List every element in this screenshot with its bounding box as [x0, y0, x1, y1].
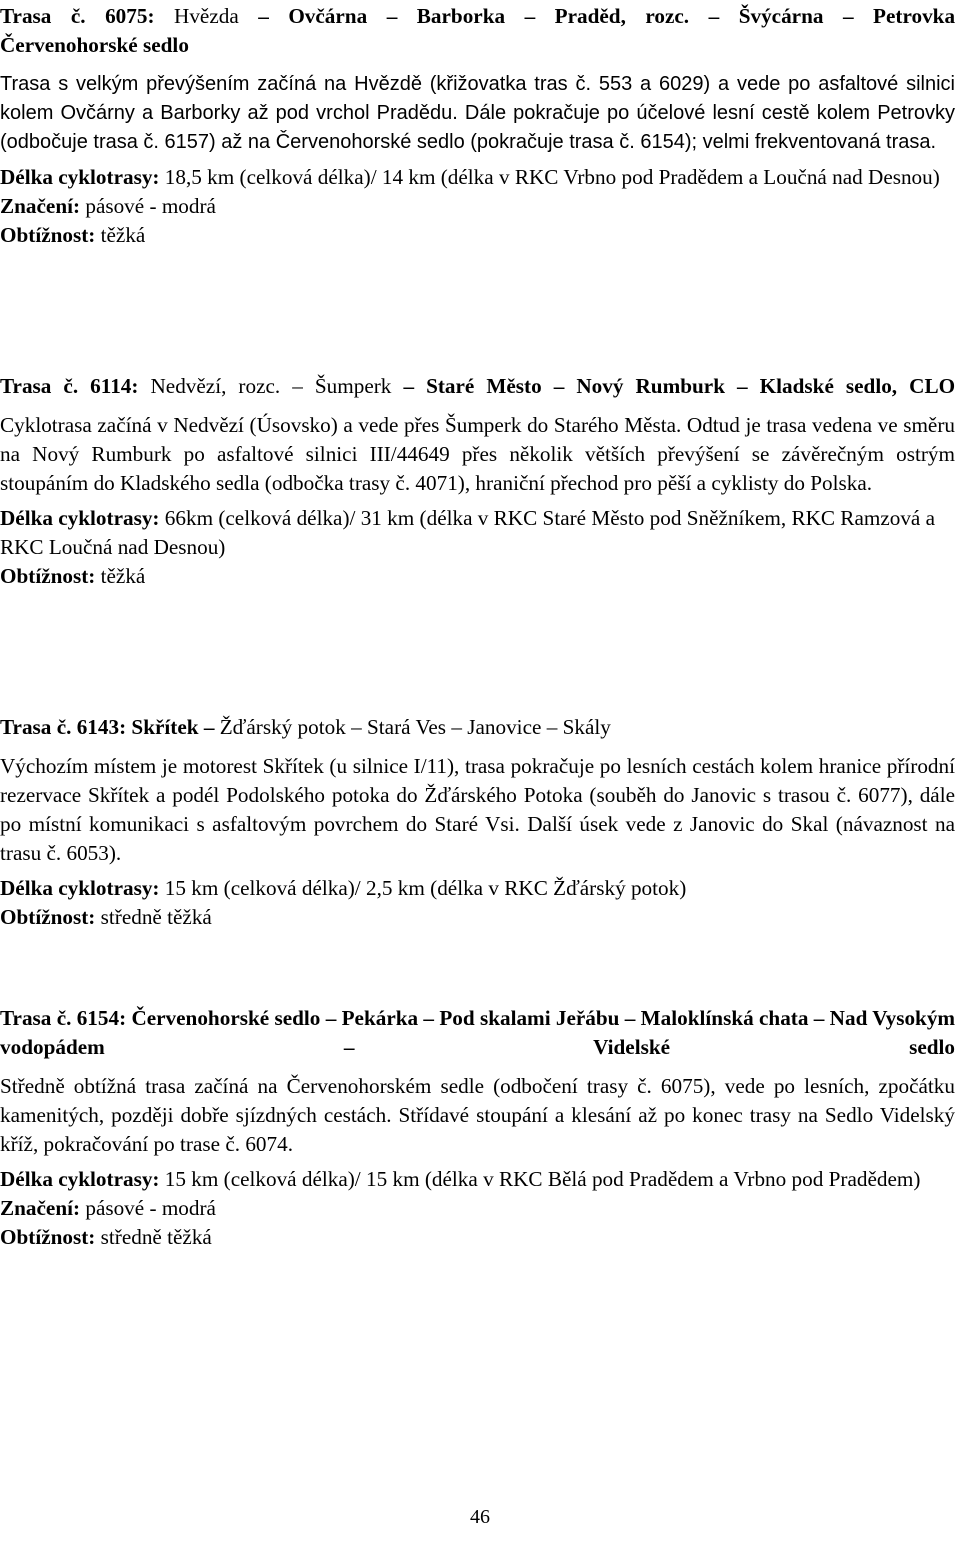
route-separator: –	[343, 1035, 355, 1059]
route-separator: –	[451, 715, 462, 739]
length-label: Délka cyklotrasy:	[0, 165, 160, 189]
route-separator: –	[423, 1006, 435, 1030]
route-description: Cyklotrasa začíná v Nedvězí (Úsovsko) a vede přes Šumperk do Starého Města. Odtud je trasa vedena ve směru na Nový Rumburk po asfaltové silnici III/44649 přes několik větších převýšení se závěrečným ostrým stoupáním do Kladského sedla (odbočka trasy č. 4071), hraniční přechod pro pěší a cyklisty do Polska.	[0, 413, 955, 495]
difficulty-value: středně těžká	[100, 1225, 212, 1249]
difficulty-label: Obtížnost:	[0, 905, 96, 929]
route-point: Janovice	[467, 715, 542, 739]
route-point: Pod skalami Jeřábu	[439, 1006, 620, 1030]
length-value: 66km (celková délka)/ 31 km (délka v RKC Staré Město pod Sněžníkem, RKC Ramzová a RKC Loučná nad Desnou)	[0, 506, 936, 559]
route-description: Výchozím místem je motorest Skřítek (u silnice I/11), trasa pokračuje po lesních cestách kolem hranice přírodní rezervace Skřítek a podél Podolského potoka do Žďárského Potoka (souběh do Janovic s trasou č. 6077), dále po místní komunikaci s asfaltovým povrchem do Staré Vsi. Další úsek vede z Janovic do Skal (návaznost na trasu č. 6053).	[0, 754, 955, 865]
route-separator: –	[403, 374, 415, 398]
route-separator: –	[553, 374, 565, 398]
route-point: Šumperk	[314, 374, 392, 398]
route-separator: –	[524, 4, 536, 28]
route-point: Nad Vysokým vodopádem	[0, 1006, 956, 1059]
route-title	[0, 2, 955, 31]
route-point: Kladské sedlo, CLO	[759, 374, 956, 398]
route-separator: –	[258, 4, 269, 28]
difficulty-label: Obtížnost:	[0, 564, 96, 588]
marking-label: Značení:	[0, 1196, 81, 1220]
route-title	[0, 1004, 955, 1062]
route-separator: –	[546, 715, 558, 739]
difficulty-value: těžká	[100, 223, 146, 247]
difficulty-label: Obtížnost:	[0, 223, 96, 247]
route-difficulty	[0, 562, 955, 591]
route-title	[0, 713, 955, 742]
route-marking	[0, 192, 955, 221]
route-marking	[0, 1194, 955, 1223]
length-value: 18,5 km (celková délka)/ 14 km (délka v RKC Vrbno pod Pradědem a Loučná nad Desnou)	[164, 165, 940, 189]
route-separator: –	[813, 1006, 825, 1030]
route-point: Červenohorské sedlo	[131, 1006, 321, 1030]
route-number: Trasa č. 6154:	[0, 1006, 127, 1030]
route-title	[0, 372, 955, 401]
route-6075	[0, 2, 955, 250]
route-point: Žďárský potok	[219, 715, 346, 739]
length-label: Délka cyklotrasy:	[0, 506, 160, 530]
length-value: 15 km (celková délka)/ 2,5 km (délka v RKC Žďárský potok)	[164, 876, 687, 900]
length-label: Délka cyklotrasy:	[0, 1167, 160, 1191]
marking-value: pásové - modrá	[85, 1196, 216, 1220]
route-difficulty	[0, 1223, 955, 1252]
route-number: Trasa č. 6114:	[0, 374, 139, 398]
route-number: Trasa č. 6075:	[0, 4, 155, 28]
route-point: Barborka	[416, 4, 506, 28]
route-length	[0, 163, 955, 192]
route-point: Švýcárna	[738, 4, 824, 28]
length-value: 15 km (celková délka)/ 15 km (délka v RKC Bělá pod Pradědem a Vrbno pod Pradědem)	[164, 1167, 921, 1191]
route-point: Praděd, rozc.	[554, 4, 690, 28]
route-number: Trasa č. 6143:	[0, 715, 127, 739]
route-point: Videlské sedlo	[593, 1035, 956, 1059]
route-6114	[0, 372, 955, 591]
route-point: Hvězda	[174, 4, 239, 28]
route-point: Petrovka	[873, 4, 956, 28]
route-difficulty	[0, 903, 955, 932]
route-point: Nový Rumburk	[576, 374, 725, 398]
route-separator: –	[351, 715, 362, 739]
route-length	[0, 504, 955, 562]
route-separator: –	[708, 4, 720, 28]
route-separator: –	[292, 374, 303, 398]
route-6154	[0, 1004, 955, 1252]
route-point: Ovčárna	[288, 4, 368, 28]
route-6143	[0, 713, 955, 932]
route-point: Skály	[562, 715, 611, 739]
route-separator: –	[325, 1006, 337, 1030]
route-description: Středně obtížná trasa začíná na Červenohorském sedle (odbočení trasy č. 6075), vede po lesních, zpočátku kamenitých, později dobře sjízdných cestách. Střídavé stoupání a klesání až po konec trasy na Sedlo Videlský kříž, pokračování po trase č. 6074.	[0, 1074, 955, 1156]
route-separator: –	[842, 4, 854, 28]
route-length	[0, 1165, 955, 1194]
difficulty-label: Obtížnost:	[0, 1225, 96, 1249]
length-label: Délka cyklotrasy:	[0, 876, 160, 900]
difficulty-value: středně těžká	[100, 905, 212, 929]
route-separator: –	[624, 1006, 636, 1030]
route-separator: –	[386, 4, 398, 28]
marking-label: Značení:	[0, 194, 81, 218]
page-number: 46	[470, 1506, 490, 1528]
route-point: Stará Ves	[367, 715, 447, 739]
route-point: Maloklínská chata	[640, 1006, 809, 1030]
route-point: Nedvězí, rozc.	[150, 374, 281, 398]
route-separator: –	[203, 715, 215, 739]
route-description: Trasa s velkým převýšením začíná na Hvězdě (křižovatka tras č. 553 a 6029) a vede po asfaltové silnici kolem Ovčárny a Barborky až pod vrchol Pradědu. Dále pokračuje po účelové lesní cestě kolem Petrovky (odbočuje trasa č. 6157) až na Červenohorské sedlo (pokračuje trasa č. 6154); velmi frekventovaná trasa.	[0, 73, 955, 153]
difficulty-value: těžká	[100, 564, 146, 588]
route-difficulty	[0, 221, 955, 250]
route-point: Staré Město	[426, 374, 542, 398]
route-title-last-line	[0, 31, 955, 60]
route-point: Pekárka	[341, 1006, 419, 1030]
marking-value: pásové - modrá	[85, 194, 216, 218]
route-separator: –	[737, 374, 748, 398]
route-point: Skřítek	[131, 715, 199, 739]
route-point: Červenohorské sedlo	[0, 33, 189, 57]
route-length	[0, 874, 955, 903]
